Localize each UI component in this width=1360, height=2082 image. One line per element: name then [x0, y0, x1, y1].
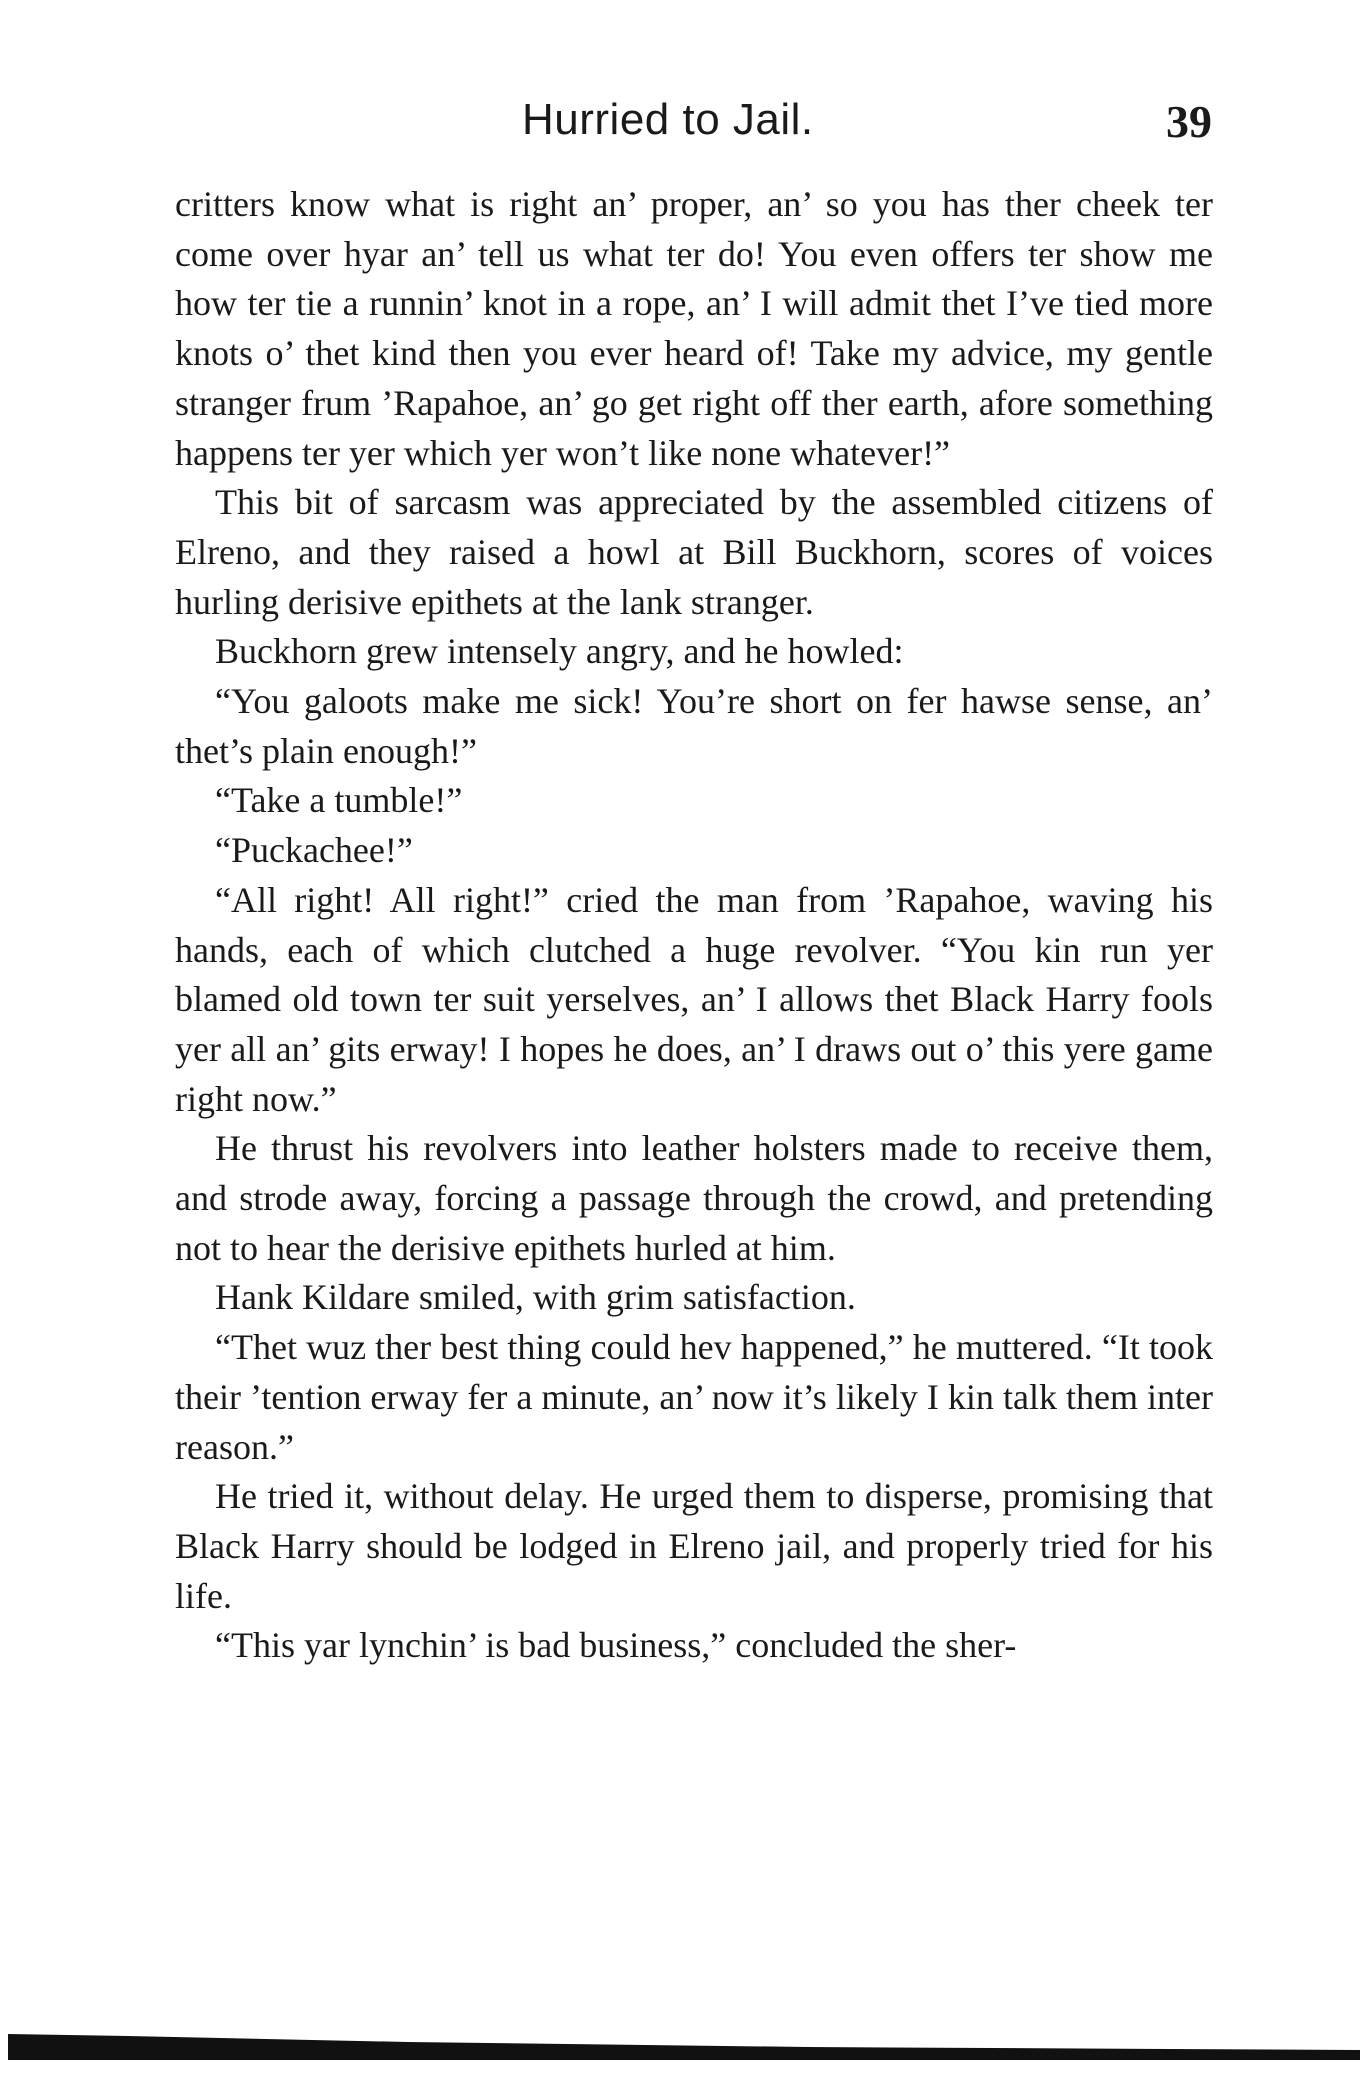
- page-number: 39: [1166, 96, 1212, 147]
- paragraph: “This yar lynchin’ is bad business,” concluded the sher-: [215, 1625, 1017, 1666]
- paragraph: Buckhorn grew intensely angry, and he howled:: [215, 631, 904, 672]
- paragraph: He tried it, without delay. He urged them to disperse, promising that Black Harry should be lodged in Elreno jail, and properly tried for his life.: [175, 1476, 1213, 1616]
- paragraph: “Puckachee!”: [215, 830, 413, 871]
- paragraph: “You galoots make me sick! You’re short on fer hawse sense, an’ thet’s plain enough!”: [175, 681, 1213, 771]
- paragraph: “Take a tumble!”: [215, 780, 463, 821]
- paragraph: critters know what is right an’ proper, an’ so you has ther cheek ter come over hyar an’ tell us what ter do! You even offers ter show me how ter tie a runnin’ knot in a rope, an’ I will admit thet I’ve tied more knots o’ thet kind then you ever heard of! Take my advice, my gentle stranger frum ’Rapahoe, an’ go get right off ther earth, afore something happens ter yer which yer won’t like none whatever!”: [175, 184, 1213, 473]
- paragraph: He thrust his revolvers into leather holsters made to receive them, and strode away, forcing a passage through the crowd, and pretending not to hear the derisive epithets hurled at him.: [175, 1128, 1213, 1268]
- paragraph: Hank Kildare smiled, with grim satisfaction.: [215, 1277, 856, 1318]
- running-title: Hurried to Jail.: [522, 95, 814, 144]
- bottom-scan-edge: [8, 2020, 1360, 2060]
- paragraph: “All right! All right!” cried the man from ’Rapahoe, waving his hands, each of which clutched a huge revolver. “You kin run yer blamed old town ter suit yerselves, an’ I allows thet Black Harry fools yer all an’ gits erway! I hopes he does, an’ I draws out o’ this yere game right now.”: [175, 879, 1213, 1119]
- running-header: [0, 95, 1360, 155]
- body-text: [175, 180, 1213, 1671]
- paragraph: This bit of sarcasm was appreciated by the assembled citizens of Elreno, and they raised a howl at Bill Buckhorn, scores of voices hurling derisive epithets at the lank stranger.: [175, 482, 1213, 622]
- paragraph: “Thet wuz ther best thing could hev happened,” he muttered. “It took their ’tention erway fer a minute, an’ now it’s likely I kin talk them inter reason.”: [175, 1327, 1213, 1467]
